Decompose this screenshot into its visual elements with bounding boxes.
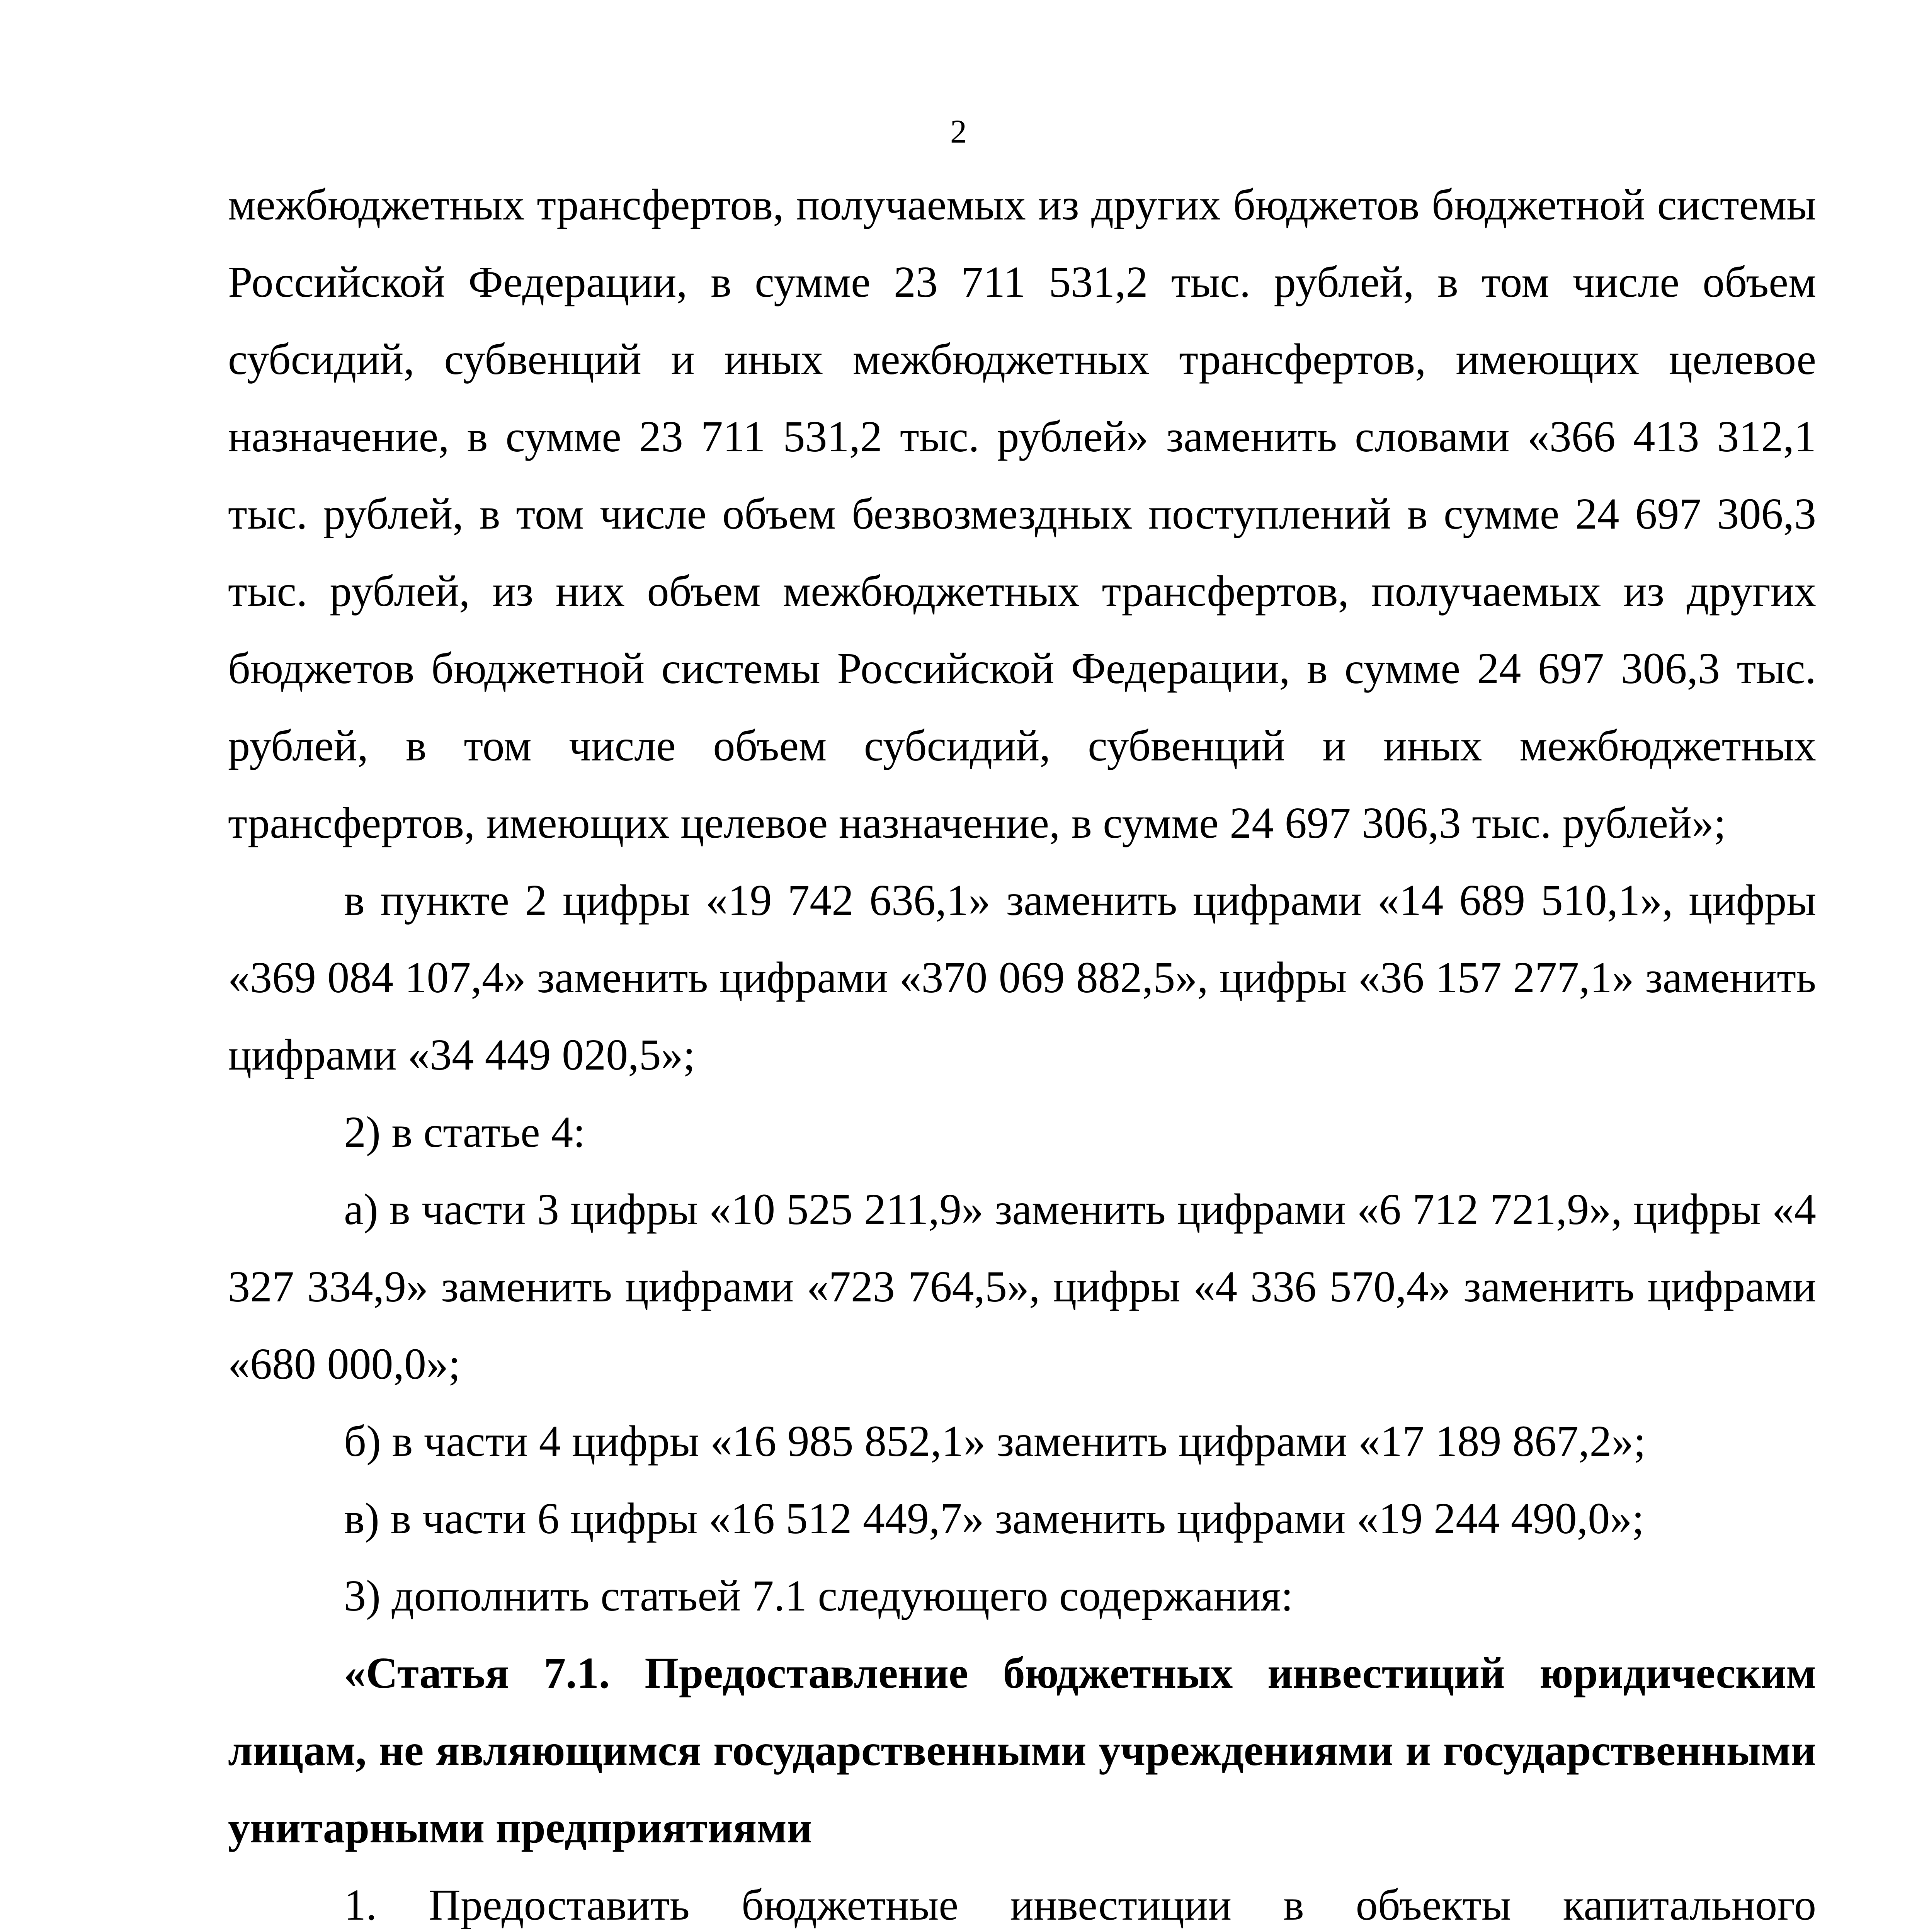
article-7-1-clause-1: 1. Предоставить бюджетные инвестиции в объекты капитального (344, 1880, 1816, 1929)
paragraph-article-4: 2) в статье 4: (344, 1107, 585, 1156)
article-7-1-heading: «Статья 7.1. Предоставление бюджетных инвестиций юридическим лицам, не являющимся государственными учреждениями и государственными унитарными предприятиями (228, 1648, 1816, 1852)
paragraph-add-article-7-1: 3) дополнить статьей 7.1 следующего содержания: (344, 1571, 1293, 1620)
paragraph-article-4-part-6: в) в части 6 цифры «16 512 449,7» заменить цифрами «19 244 490,0»; (344, 1494, 1644, 1543)
paragraph-continuation: межбюджетных трансфертов, получаемых из других бюджетов бюджетной системы Российской Федерации, в сумме 23 711 531,2 тыс. рублей, в том числе объем субсидий, субвенций и иных межбюджетных трансфертов, имеющих целевое назначение, в сумме 23 711 531,2 тыс. рублей» заменить словами «366 413 312,1 тыс. рублей, в том числе объем безвозмездных поступлений в сумме 24 697 306,3 тыс. рублей, из них объем межбюджетных трансфертов, получаемых из других бюджетов бюджетной системы Российской Федерации, в сумме 24 697 306,3 тыс. рублей, в том числе объем субсидий, субвенций и иных межбюджетных трансфертов, имеющих целевое назначение, в сумме 24 697 306,3 тыс. рублей»; (228, 180, 1816, 847)
page-number: 2 (950, 113, 967, 150)
paragraph-article-4-part-4: б) в части 4 цифры «16 985 852,1» заменить цифрами «17 189 867,2»; (344, 1417, 1646, 1466)
document-body (228, 166, 1816, 1932)
paragraph-point-2-amendment: в пункте 2 цифры «19 742 636,1» заменить цифрами «14 689 510,1», цифры «369 084 107,4» заменить цифрами «370 069 882,5», цифры «36 157 277,1» заменить цифрами «34 449 020,5»; (228, 876, 1816, 1079)
paragraph-article-4-part-3: а) в части 3 цифры «10 525 211,9» заменить цифрами «6 712 721,9», цифры «4 327 334,9» заменить цифрами «723 764,5», цифры «4 336 570,4» заменить цифрами «680 000,0»; (228, 1185, 1816, 1388)
